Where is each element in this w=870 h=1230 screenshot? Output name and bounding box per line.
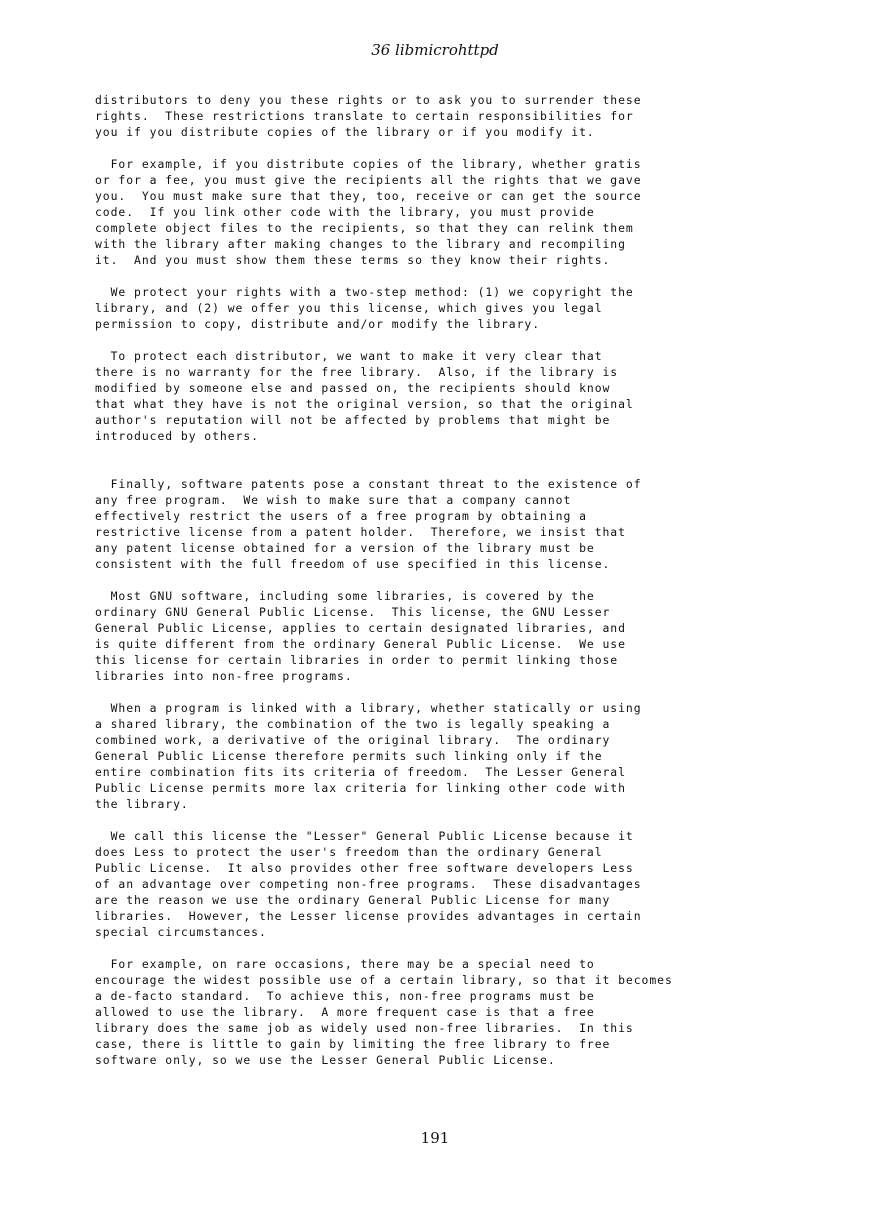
paragraph-no-warranty: To protect each distributor, we want to make it very clear that there is no warranty for the free library. Also, if the library is modified by someone else and passed on, the recipients should know that what they have is not the original version, so that the original author's reputation will not be affected by problems that might be introduced by others. bbox=[95, 349, 634, 443]
license-body-text bbox=[95, 92, 815, 1084]
paragraph-two-step-method: We protect your rights with a two-step method: (1) we copyright the library, and (2) we offer you this license, which gives you legal permission to copy, distribute and/or modify the library. bbox=[95, 285, 634, 331]
paragraph-lesser-license: We call this license the "Lesser" General Public License because it does Less to protect the user's freedom than the ordinary General Public License. It also provides other free software developers Less of an advantage over competing non-free programs. These disadvantages are the reason we use the ordinary General Public License for many libraries. However, the Lesser license provides advantages in certain special circumstances. bbox=[95, 829, 642, 939]
paragraph-rare-occasions: For example, on rare occasions, there may be a special need to encourage the widest possible use of a certain library, so that it becomes a de-facto standard. To achieve this, non-free programs must be allowed to use the library. A more frequent case is that a free library does the same job as widely used non-free libraries. In this case, there is little to gain by limiting the free library to free software only, so we use the Lesser General Public License. bbox=[95, 957, 673, 1067]
paragraph-gnu-software: Most GNU software, including some libraries, is covered by the ordinary GNU General Public License. This license, the GNU Lesser General Public License, applies to certain designated libraries, and is quite different from the ordinary General Public License. We use this license for certain libraries in order to permit linking those libraries into non-free programs. bbox=[95, 589, 626, 683]
paragraph-distributors-rights: distributors to deny you these rights or to ask you to surrender these rights. These restrictions translate to certain responsibilities for you if you distribute copies of the library or if you modify it. bbox=[95, 93, 642, 139]
page-number: 191 bbox=[420, 1129, 450, 1147]
running-header: 36 libmicrohttpd bbox=[371, 41, 499, 59]
paragraph-distribute-copies: For example, if you distribute copies of the library, whether gratis or for a fee, you must give the recipients all the rights that we gave you. You must make sure that they, too, receive or can get the source code. If you link other code with the library, you must provide complete object files to the recipients, so that they can relink them with the library after making changes to the library and recompiling it. And you must show them these terms so they know their rights. bbox=[95, 157, 642, 267]
paragraph-linked-program: When a program is linked with a library, whether statically or using a shared library, the combination of the two is legally speaking a combined work, a derivative of the original library. The ordinary General Public License therefore permits such linking only if the entire combination fits its criteria of freedom. The Lesser General Public License permits more lax criteria for linking other code with the library. bbox=[95, 701, 642, 811]
paragraph-software-patents: Finally, software patents pose a constant threat to the existence of any free program. We wish to make sure that a company cannot effectively restrict the users of a free program by obtaining a restrictive license from a patent holder. Therefore, we insist that any patent license obtained for a version of the library must be consistent with the full freedom of use specified in this license. bbox=[95, 477, 642, 571]
